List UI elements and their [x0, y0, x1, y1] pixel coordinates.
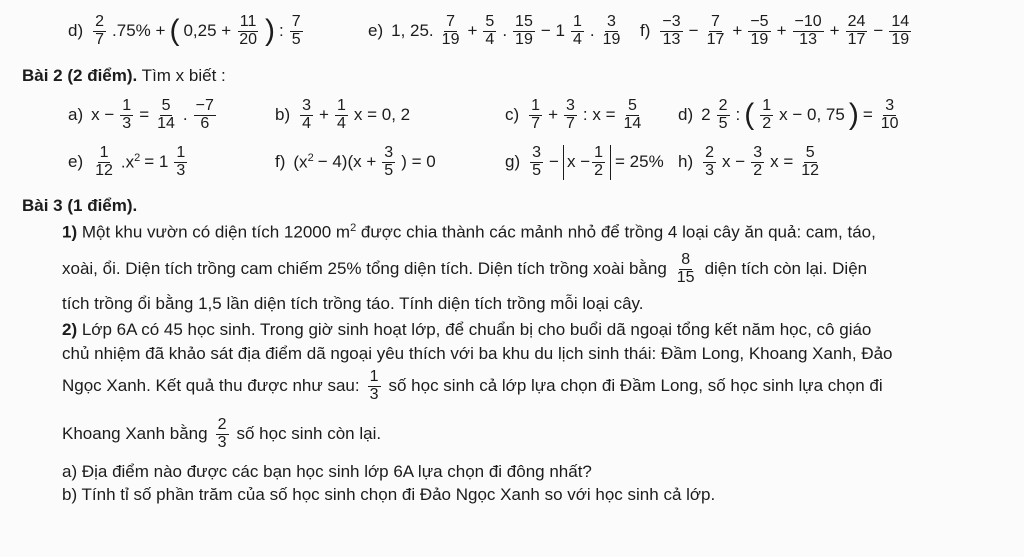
label: d) — [678, 105, 694, 125]
instruction: Tìm x biết : — [137, 66, 226, 85]
superscript: 2 — [350, 222, 357, 234]
bai3-p1-line1 — [62, 222, 876, 243]
label: e) — [368, 21, 384, 41]
paragraph-text: Khoang Xanh bằng — [62, 424, 208, 443]
fraction: $\frac{1}{3}$ — [122, 97, 132, 132]
bai3-p2-line1 — [62, 320, 871, 340]
expr: x − — [91, 105, 115, 125]
bai3-p2-line4 — [62, 410, 381, 458]
paragraph-text: Một khu vườn có diện tích 12000 m — [77, 222, 351, 242]
label: c) — [505, 105, 520, 125]
fraction: $\frac{7}{5}$ — [291, 13, 301, 48]
op: = — [862, 105, 873, 125]
label: f) — [640, 21, 651, 41]
op: . — [182, 105, 188, 125]
item-number: 2) — [62, 320, 78, 339]
fraction: $\frac{-7}{6}$ — [195, 97, 214, 132]
fraction: $\frac{5}{14}$ — [623, 97, 642, 132]
op: + — [829, 21, 840, 41]
expr: x − — [566, 152, 591, 172]
exercise-2d — [678, 98, 903, 133]
fraction: $\frac{-3}{13}$ — [662, 13, 681, 48]
fraction: $\frac{2}{3}$ — [217, 415, 227, 451]
paragraph-text: số học sinh cả lớp lựa chọn đi Đầm Long, số học sinh lựa chọn đi — [388, 376, 883, 395]
fraction: $\frac{24}{17}$ — [847, 13, 866, 48]
label: d) — [68, 21, 84, 41]
op: − — [688, 21, 699, 41]
op: . — [502, 21, 508, 41]
fraction: $\frac{5}{12}$ — [801, 144, 820, 179]
bai3-question-a: a) Địa điểm nào được các bạn học sinh lớp 6A lựa chọn đi đông nhất? — [62, 462, 592, 481]
fraction: $\frac{8}{15}$ — [676, 251, 695, 286]
bai3-p1-line2 — [62, 252, 867, 287]
op: − 1 — [540, 21, 565, 41]
label: a) — [68, 105, 84, 125]
fraction: $\frac{2}{3}$ — [705, 144, 715, 179]
paragraph-text: Ngọc Xanh. Kết quả thu được như sau: — [62, 376, 360, 395]
op: : — [735, 105, 741, 125]
fraction: $\frac{3}{19}$ — [602, 13, 621, 48]
expr: 1, 25. — [391, 21, 434, 41]
exercise-1d — [68, 14, 305, 49]
expr: x = — [770, 152, 794, 172]
bai3-p2-line3 — [62, 360, 883, 412]
op: . — [589, 21, 595, 41]
exercise-2e — [68, 145, 189, 180]
fraction: $\frac{3}{4}$ — [302, 97, 312, 132]
fraction: $\frac{3}{2}$ — [753, 144, 763, 179]
op: − — [549, 152, 559, 172]
bai3-heading: Bài 3 (1 điểm). — [22, 196, 138, 215]
fraction-sum — [658, 14, 913, 49]
paragraph-text: diện tích còn lại. Diện — [704, 259, 868, 279]
expr: $.x^2$ — [120, 151, 141, 172]
paragraph-text: xoài, ổi. Diện tích trồng cam chiếm 25% tổng diện tích. Diện tích trồng xoài bằng — [62, 259, 667, 279]
exercise-2h — [678, 145, 823, 180]
exercise-2a — [68, 98, 218, 133]
op: + — [467, 21, 478, 41]
bai3-p2-line2: chủ nhiệm đã khảo sát địa điểm dã ngoại yêu thích với ba khu du lịch sinh thái: Đầm Long, Khoang Xanh, Đảo — [62, 344, 893, 363]
fraction: $\frac{1}{3}$ — [176, 144, 186, 179]
label: e) — [68, 152, 84, 172]
paragraph-text: Lớp 6A có 45 học sinh. Trong giờ sinh hoạt lớp, để chuẩn bị cho buổi dã ngoại tổng kết năm học, cô giáo — [77, 320, 872, 339]
paren: ) — [848, 98, 859, 132]
paren: ( — [744, 98, 755, 132]
op: + — [319, 105, 329, 125]
bai2-heading — [22, 66, 226, 86]
paren: ( — [169, 14, 180, 48]
expr: ) = 0 — [401, 152, 436, 172]
op: + — [732, 21, 743, 41]
paren: ) — [264, 14, 275, 48]
fraction: $\frac{-10}{13}$ — [794, 13, 822, 48]
fraction: $\frac{3}{7}$ — [566, 97, 575, 132]
op: + — [776, 21, 787, 41]
fraction: $\frac{1}{4}$ — [572, 13, 582, 48]
op: : — [278, 21, 284, 41]
expr: 2 — [701, 105, 711, 125]
fraction: $\frac{1}{3}$ — [369, 367, 379, 403]
fraction: $\frac{-5}{19}$ — [750, 13, 769, 48]
label: f) — [275, 152, 286, 172]
exercise-1f — [640, 14, 913, 49]
expr: .75% + — [112, 21, 166, 41]
fraction: $\frac{7}{17}$ — [706, 13, 725, 48]
exercise-2g — [505, 145, 664, 180]
op: = — [139, 105, 150, 125]
fraction: $\frac{3}{5}$ — [384, 144, 394, 179]
section-title: Bài 2 (2 điểm). — [22, 66, 138, 85]
bai3-p1-line3: tích trồng ổi bằng 1,5 lần diện tích trồng táo. Tính diện tích trồng mỗi loại cây. — [62, 294, 644, 313]
label: g) — [505, 152, 521, 172]
label: h) — [678, 152, 694, 172]
paragraph-text: số học sinh còn lại. — [236, 424, 382, 443]
op: − — [873, 21, 884, 41]
absolute-value — [563, 145, 611, 180]
fraction: $\frac{1}{12}$ — [95, 144, 113, 179]
paragraph-text: được chia thành các mảnh nhỏ để trồng 4 loại cây ăn quả: cam, táo, — [356, 222, 876, 242]
fraction: $\frac{5}{14}$ — [157, 97, 175, 132]
expr: = 25% — [615, 152, 664, 172]
fraction: $\frac{1}{2}$ — [762, 97, 772, 132]
fraction: $\frac{1}{4}$ — [336, 97, 346, 132]
expr: x = 0, 2 — [353, 105, 411, 125]
expr: x − — [722, 152, 746, 172]
item-number: 1) — [62, 222, 78, 242]
op: + — [548, 105, 559, 125]
label: b) — [275, 105, 291, 125]
exercise-2f — [275, 145, 436, 180]
exercise-2b — [275, 98, 410, 133]
expr: − 4)(x + — [317, 152, 377, 172]
fraction: $\frac{3}{10}$ — [880, 97, 899, 132]
fraction: $\frac{15}{19}$ — [515, 13, 533, 48]
fraction: $\frac{2}{7}$ — [95, 13, 105, 48]
expr: ($x^2$ — [293, 151, 314, 172]
bai3-question-b: b) Tính tỉ số phần trăm của số học sinh chọn đi Đảo Ngọc Xanh so với học sinh cả lớp. — [62, 485, 716, 504]
exercise-2c — [505, 98, 645, 133]
fraction: $\frac{7}{19}$ — [441, 13, 460, 48]
expr: x − 0, 75 — [779, 105, 845, 125]
fraction: $\frac{1}{2}$ — [594, 144, 604, 179]
fraction: $\frac{2}{5}$ — [718, 97, 728, 132]
expr: 0,25 + — [183, 21, 232, 41]
expr: : x = — [582, 105, 616, 125]
expr: = 1 — [144, 152, 169, 172]
exercise-1e — [368, 14, 624, 49]
fraction: $\frac{14}{19}$ — [891, 13, 910, 48]
fraction: $\frac{3}{5}$ — [532, 144, 542, 179]
fraction: $\frac{1}{7}$ — [531, 97, 541, 132]
fraction: $\frac{11}{20}$ — [239, 13, 257, 48]
fraction: $\frac{5}{4}$ — [485, 13, 495, 48]
